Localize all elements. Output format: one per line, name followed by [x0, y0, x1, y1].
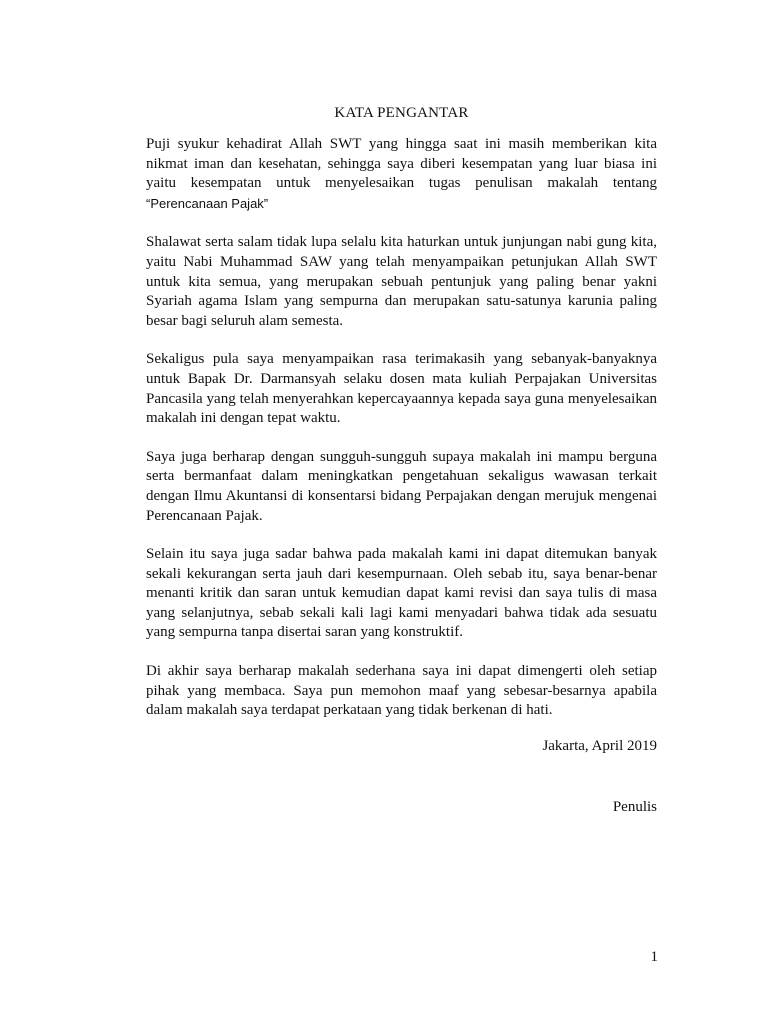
paragraph-gratitude-text: Puji syukur kehadirat Allah SWT yang hingga saat ini masih memberikan kita nikmat iman dan kesehatan, sehingga saya diberi kesempatan yang luar biasa ini yaitu kesempatan untuk menyelesaikan tugas penulisan makalah tentang: [146, 136, 657, 192]
page-number: 1: [650, 949, 658, 965]
page-title: KATA PENGANTAR: [334, 105, 469, 121]
paper-topic: “Perencanaan Pajak”: [146, 195, 269, 211]
paragraph-closing: Di akhir saya berharap makalah sederhana saya ini dapat dimengerti oleh setiap pihak yang membaca. Saya pun memohon maaf yang sebesar-besarnya apabila dalam makalah saya terdapat perkataan yang tidak berkenan di hati.: [146, 663, 657, 719]
author-signature: Penulis: [612, 798, 657, 815]
paragraph-shortcomings: Selain itu saya juga sadar bahwa pada makalah kami ini dapat ditemukan banyak sekali kekurangan serta jauh dari kesempurnaan. Oleh sebab itu, saya benar-benar menanti kritik dan saran untuk kemudian dapat kami revisi dan saya tulis di masa yang selanjutnya, sebab sekali kali lagi kami menyadari bahwa tidak ada sesuatu yang sempurna tanpa disertai saran yang konstruktif.: [146, 546, 657, 641]
paragraph-shalawat: Shalawat serta salam tidak lupa selalu kita haturkan untuk junjungan nabi gung kita, yaitu Nabi Muhammad SAW yang telah menyampaikan petunjukan Allah SWT untuk kita semua, yang merupakan sebuah pentunjuk yang paling benar yakni Syariah agama Islam yang sempurna dan merupakan satu-satunya karunia paling besar bagi seluruh alam semesta.: [146, 234, 657, 329]
document-content: [146, 104, 657, 817]
paragraph-hope: Saya juga berharap dengan sungguh-sungguh supaya makalah ini mampu berguna serta bermanfaat dalam meningkatkan pengetahuan sekaligus wawasan terkait dengan Ilmu Akuntansi di konsentarsi bidang Perpajakan dengan merujuk mengenai Perencanaan Pajak.: [146, 448, 657, 524]
paragraph-thanks: Sekaligus pula saya menyampaikan rasa terimakasih yang sebanyak-banyaknya untuk Bapak Dr. Darmansyah selaku dosen mata kuliah Perpajakan Universitas Pancasila yang telah menyerahkan kepercayaannya kepada saya guna menyelesaikan makalah ini dengan tepat waktu.: [146, 351, 657, 427]
place-date: Jakarta, April 2019: [542, 737, 657, 754]
paragraph-gratitude: [146, 135, 657, 214]
